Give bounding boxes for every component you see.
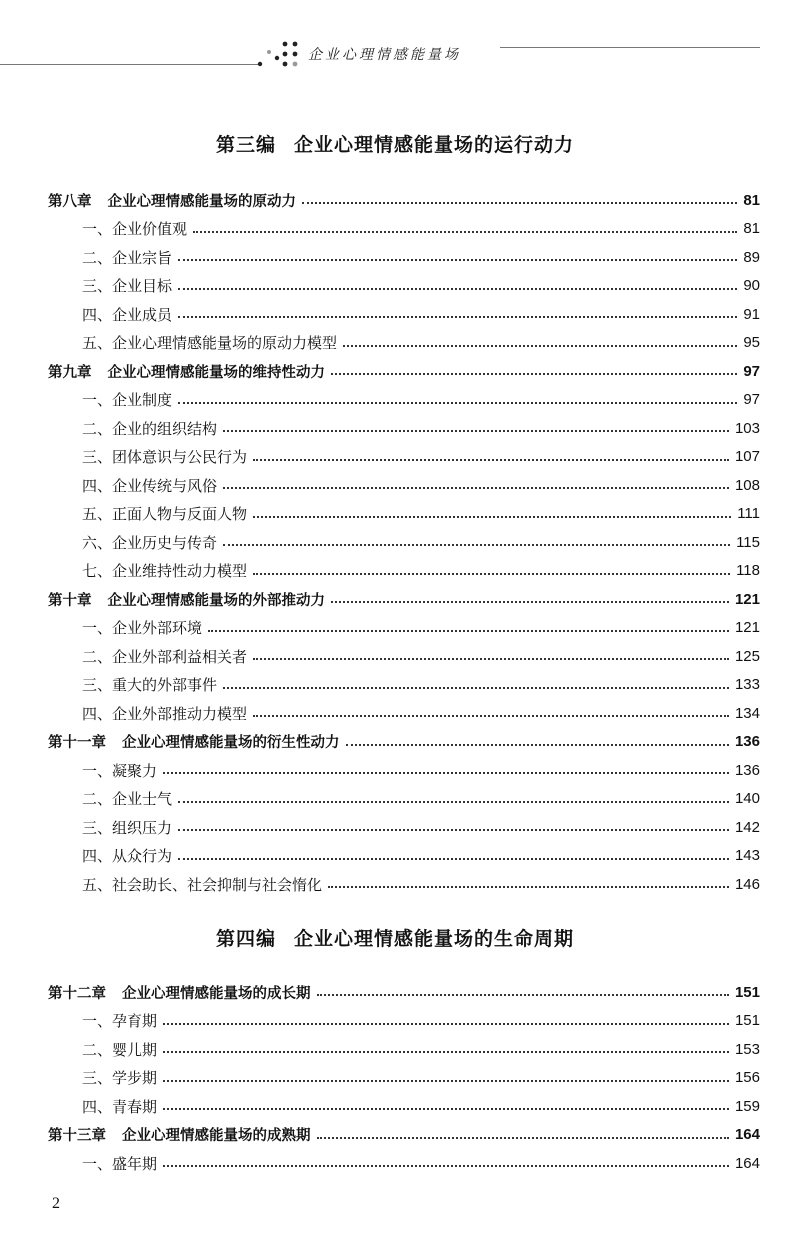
section-title: 三、重大的外部事件 xyxy=(82,676,218,694)
section-title: 四、企业成员 xyxy=(82,305,173,324)
dot-leader xyxy=(346,744,729,746)
section-title: 五、企业心理情感能量场的原动力模型 xyxy=(82,334,338,352)
section-title: 四、企业外部推动力模型 xyxy=(82,704,248,723)
dot-leader xyxy=(253,658,729,660)
section-title: 四、从众行为 xyxy=(82,847,173,865)
part-number: 第三编 xyxy=(215,134,276,156)
page-number: 151 xyxy=(734,1012,760,1029)
section-title: 二、企业宗旨 xyxy=(82,248,173,267)
toc-section-entry[interactable] xyxy=(48,528,760,556)
page-number: 91 xyxy=(743,305,760,323)
page-number: 90 xyxy=(743,277,760,294)
section-title: 二、企业的组织结构 xyxy=(82,419,218,438)
section-title: 五、社会助长、社会抑制与社会惰化 xyxy=(82,875,323,894)
toc-section-entry[interactable] xyxy=(48,300,760,328)
dot-leader xyxy=(253,459,729,461)
toc-section-entry[interactable] xyxy=(48,870,760,898)
section-title: 二、企业外部利益相关者 xyxy=(82,647,248,666)
section-title: 五、正面人物与反面人物 xyxy=(82,505,248,523)
chapter-number: 第十一章 xyxy=(48,735,106,751)
dot-leader xyxy=(163,1051,729,1053)
dot-leader xyxy=(178,829,729,831)
page-number: 111 xyxy=(737,505,760,522)
chapter-number: 第十二章 xyxy=(48,985,106,1002)
section-title: 七、企业维持性动力模型 xyxy=(82,562,248,580)
section-title: 一、企业外部环境 xyxy=(82,619,203,637)
dot-leader xyxy=(223,544,730,546)
dot-leader xyxy=(178,288,737,290)
page-number: 133 xyxy=(734,676,760,693)
page-number: 81 xyxy=(743,220,760,237)
page-number: 146 xyxy=(734,875,760,893)
toc-section-entry[interactable] xyxy=(48,785,760,813)
section-title: 四、青春期 xyxy=(82,1097,158,1116)
toc-section-entry[interactable] xyxy=(48,614,760,642)
toc-section-entry[interactable] xyxy=(48,1064,760,1092)
section-title: 二、企业士气 xyxy=(82,790,173,808)
section-title: 四、企业传统与风俗 xyxy=(82,476,218,495)
toc-section-entry[interactable] xyxy=(48,500,760,528)
page-number: 115 xyxy=(736,533,760,551)
toc-section-entry[interactable] xyxy=(48,1149,760,1177)
page-number: 121 xyxy=(734,619,760,636)
dot-leader xyxy=(302,202,737,204)
page-number: 134 xyxy=(734,704,760,722)
chapter-title: 企业心理情感能量场的原动力 xyxy=(107,193,296,210)
toc-section-entry[interactable] xyxy=(48,756,760,784)
dot-leader xyxy=(317,1137,729,1139)
section-title: 三、团体意识与公民行为 xyxy=(82,448,248,466)
page-number: 95 xyxy=(743,334,760,351)
page-number: 164 xyxy=(734,1154,760,1172)
toc-section-entry[interactable] xyxy=(48,215,760,243)
dot-leader xyxy=(317,994,729,996)
section-title: 二、婴儿期 xyxy=(82,1040,158,1059)
folio-page-number: 2 xyxy=(52,1195,60,1212)
toc-section-entry[interactable] xyxy=(48,386,760,414)
header-rule-left xyxy=(0,64,262,65)
chapter-title: 企业心理情感能量场的维持性动力 xyxy=(107,364,325,381)
toc-section-entry[interactable] xyxy=(48,471,760,499)
page-number: 89 xyxy=(743,248,760,266)
header-dots-ornament-icon xyxy=(255,38,305,70)
page-number: 81 xyxy=(743,191,760,209)
dot-leader xyxy=(193,231,737,233)
page-number: 97 xyxy=(743,362,760,380)
page-number: 121 xyxy=(734,590,760,608)
page-number: 125 xyxy=(734,647,760,665)
toc-section-entry[interactable] xyxy=(48,443,760,471)
chapter-title: 企业心理情感能量场的成熟期 xyxy=(122,1128,311,1144)
toc-chapter-entry[interactable] xyxy=(48,978,760,1006)
dot-leader xyxy=(253,715,729,717)
toc-section-entry[interactable] xyxy=(48,1035,760,1063)
dot-leader xyxy=(223,687,729,689)
dot-leader xyxy=(253,573,730,575)
header-rule-right xyxy=(500,47,760,48)
dot-leader xyxy=(163,1165,729,1167)
dot-leader xyxy=(178,259,737,261)
toc-section-entry[interactable] xyxy=(48,272,760,300)
toc-section-entry[interactable] xyxy=(48,642,760,670)
dot-leader xyxy=(163,1108,729,1110)
toc-section-entry[interactable] xyxy=(48,414,760,442)
toc-chapter-entry[interactable] xyxy=(48,585,760,613)
page-number: 153 xyxy=(734,1040,760,1058)
dot-leader xyxy=(178,402,737,404)
dot-leader xyxy=(223,487,729,489)
toc-chapter-entry[interactable] xyxy=(48,1121,760,1149)
page-number: 97 xyxy=(743,391,760,408)
section-title: 一、盛年期 xyxy=(82,1154,158,1173)
dot-leader xyxy=(178,316,737,318)
page-number: 142 xyxy=(734,818,760,836)
part-heading xyxy=(0,924,790,951)
chapter-title: 企业心理情感能量场的外部推动力 xyxy=(107,592,325,609)
dot-leader xyxy=(163,1080,729,1082)
dot-leader xyxy=(178,801,729,803)
toc-section-entry[interactable] xyxy=(48,1092,760,1120)
toc-chapter-entry[interactable] xyxy=(48,357,760,385)
dot-leader xyxy=(331,601,729,603)
chapter-title: 企业心理情感能量场的成长期 xyxy=(122,985,311,1002)
page-number: 118 xyxy=(736,562,760,579)
section-title: 三、组织压力 xyxy=(82,818,173,837)
chapter-number: 第九章 xyxy=(48,364,92,381)
page-number: 164 xyxy=(734,1126,760,1143)
section-title: 六、企业历史与传奇 xyxy=(82,533,218,552)
section-title: 一、企业价值观 xyxy=(82,220,188,238)
toc-section-entry[interactable] xyxy=(48,557,760,585)
chapter-number: 第十章 xyxy=(48,592,92,609)
page-number: 151 xyxy=(734,983,760,1001)
toc-chapter-entry[interactable] xyxy=(48,728,760,756)
section-title: 三、学步期 xyxy=(82,1069,158,1087)
toc-section-entry[interactable] xyxy=(48,1007,760,1035)
dot-leader xyxy=(178,858,729,860)
dot-leader xyxy=(328,886,729,888)
part-number: 第四编 xyxy=(215,928,276,950)
running-title: 企业心理情感能量场 xyxy=(308,47,461,63)
section-title: 一、孕育期 xyxy=(82,1012,158,1030)
dot-leader xyxy=(343,345,737,347)
running-header xyxy=(0,0,790,75)
part-title: 企业心理情感能量场的生命周期 xyxy=(294,928,575,950)
page-number: 136 xyxy=(734,761,760,779)
section-title: 一、企业制度 xyxy=(82,391,173,409)
dot-leader xyxy=(253,516,731,518)
page-number: 107 xyxy=(734,448,760,465)
toc-section-entry[interactable] xyxy=(48,329,760,357)
part-heading xyxy=(0,130,790,157)
section-title: 三、企业目标 xyxy=(82,277,173,295)
toc-section-entry[interactable] xyxy=(48,842,760,870)
page-number: 103 xyxy=(734,419,760,437)
chapter-number: 第十三章 xyxy=(48,1128,106,1144)
part-title: 企业心理情感能量场的运行动力 xyxy=(294,134,575,156)
dot-leader xyxy=(163,1023,729,1025)
dot-leader xyxy=(163,772,729,774)
toc-section-entry[interactable] xyxy=(48,243,760,271)
page-number: 143 xyxy=(734,847,760,864)
toc-section-entry[interactable] xyxy=(48,813,760,841)
chapter-number: 第八章 xyxy=(48,193,92,210)
dot-leader xyxy=(223,430,729,432)
section-title: 一、凝聚力 xyxy=(82,761,158,780)
chapter-title: 企业心理情感能量场的衍生性动力 xyxy=(122,735,340,751)
page-number: 136 xyxy=(734,733,760,750)
page-number: 156 xyxy=(734,1069,760,1086)
page-number: 108 xyxy=(734,476,760,494)
page-number: 159 xyxy=(734,1097,760,1115)
dot-leader xyxy=(331,373,737,375)
toc-section-entry[interactable] xyxy=(48,699,760,727)
page-number: 140 xyxy=(734,790,760,807)
toc-chapter-entry[interactable] xyxy=(48,186,760,214)
toc-section-entry[interactable] xyxy=(48,671,760,699)
dot-leader xyxy=(208,630,729,632)
